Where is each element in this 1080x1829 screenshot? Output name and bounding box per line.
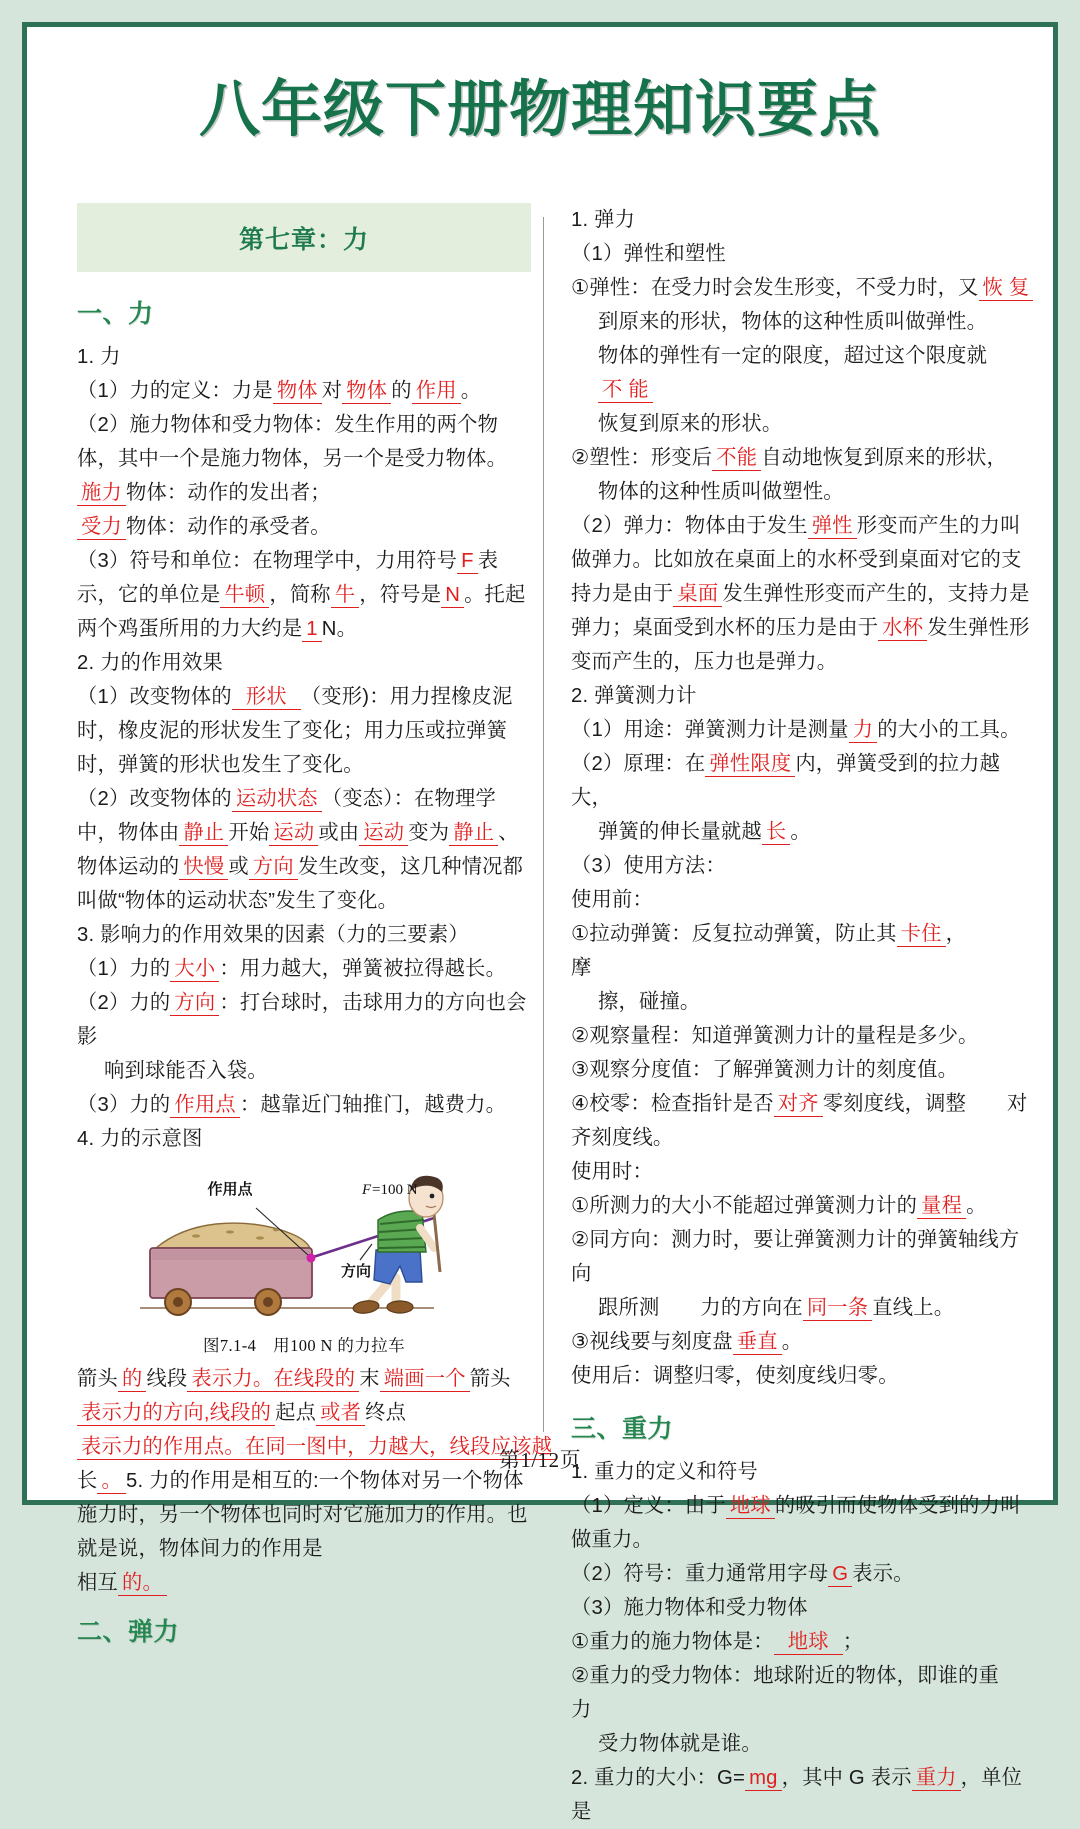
text-line: （2）符号：重力通常用字母 G 表示。 xyxy=(571,1563,914,1585)
text-line: （3）符号和单位：在物理学中，力用符号 F 表示，它的单位是 牛顿 ，简称 牛 ，符号是 N 。托起两个鸡蛋所用的力大约是 1 N。 xyxy=(77,550,526,640)
text-line: （2）弹力：物体由于发生 弹性 形变而产生的力叫做弹力。比如放在桌面上的水杯受到桌面对它的支持力是由于 桌面 发生弹性形变而产生的，支持力是弹力；桌面受到水杯的压力是由于 水杯 发生弹性形变而产生的，压力也是弹力。 xyxy=(571,515,1030,673)
answer-blank: 地球 xyxy=(726,1495,775,1519)
text-line: ②重力的受力物体：地球附近的物体，即谁的重 力 xyxy=(571,1665,1020,1721)
answer-blank: 方向 xyxy=(249,856,298,880)
text-line: 相互 的。 xyxy=(77,1566,531,1600)
page-title: 八年级下册物理知识要点 xyxy=(198,74,881,145)
answer-blank: 牛 xyxy=(331,584,359,608)
answer-blank: 力 xyxy=(849,719,877,743)
text-line: ④校零：检查指针是否 对齐 零刻度线，调整 对 xyxy=(571,1093,1028,1115)
answer-blank: 对齐 xyxy=(774,1093,823,1117)
answer-blank: 表示力。在线段的 xyxy=(187,1368,359,1392)
svg-text:F: F xyxy=(362,1182,372,1198)
text-line: （1）用途：弹簧测力计是测量 力 的大小的工具。 xyxy=(571,719,1021,741)
svg-text:作用点: 作用点 xyxy=(207,1181,253,1198)
answer-blank: 物体 xyxy=(273,380,322,404)
answer-blank: 运动状态 xyxy=(232,788,322,812)
text-line: ①所测力的大小不能超过弹簧测力计的 量程 。 xyxy=(571,1195,987,1217)
answer-blank: 量程 xyxy=(917,1195,966,1219)
text-line: ①弹性：在受力时会发生形变，不受力时，又 恢 复 xyxy=(571,271,1037,305)
answer-blank: G xyxy=(828,1563,852,1587)
text-line: 2. 力的作用效果 xyxy=(77,652,224,674)
text-line: 使用前： xyxy=(571,889,653,911)
section-heading-elastic-force: 二、弹力 xyxy=(77,1618,180,1646)
text-line: 恢复到原来的形状。 xyxy=(598,413,783,435)
answer-blank: 卡住 xyxy=(897,923,946,947)
answer-blank: 的。 xyxy=(118,1572,167,1596)
answer-blank: N xyxy=(441,584,464,608)
text-line: （1）弹性和塑性 xyxy=(571,243,726,265)
answer-blank: 同一条 xyxy=(803,1297,872,1321)
text-line: 擦，碰撞。 xyxy=(598,991,701,1013)
page-border xyxy=(22,22,1058,1823)
answer-blank: 弹性 xyxy=(808,515,857,539)
text-line: 4. 力的示意图 xyxy=(77,1128,203,1150)
text-line: 齐刻度线。 xyxy=(571,1127,674,1149)
text-line: 1. 力 xyxy=(77,346,121,368)
text-line: 2. 弹簧测力计 xyxy=(571,685,697,707)
answer-blank: 静止 xyxy=(179,822,228,846)
text-line: 物体的弹性有一定的限度，超过这个限度就不 能 xyxy=(598,345,988,401)
answer-blank: 或者 xyxy=(316,1402,365,1426)
answer-blank: 运动 xyxy=(359,822,408,846)
text-line: 到原来的形状，物体的这种性质叫做弹性。 xyxy=(598,311,988,333)
answer-blank: 不能 xyxy=(712,447,761,471)
text-line: 受力物体就是谁。 xyxy=(598,1733,762,1755)
answer-blank: 方向 xyxy=(170,992,219,1016)
text-line: 响到球能否入袋。 xyxy=(104,1060,268,1082)
text-line: 3. 影响力的作用效果的因素（力的三要素） xyxy=(77,924,469,946)
document-page xyxy=(27,27,1053,1823)
text-line: （3）施力物体和受力物体 xyxy=(571,1597,808,1619)
answer-blank: mg xyxy=(745,1767,782,1791)
answer-blank: 表示力的作用点。在同一图中，力越大，线段应该越 xyxy=(77,1436,556,1460)
text-line: （1）力的 大小 ：用力越大，弹簧被拉得越长。 xyxy=(77,958,507,980)
answer-blank: 桌面 xyxy=(673,583,722,607)
text-line: （3）使用方法： xyxy=(571,855,726,877)
text-line: ①重力的施力物体是： 地球 ； xyxy=(571,1631,864,1653)
answer-blank: 大小 xyxy=(170,958,219,982)
text-line: （2）力的 方向 ：打台球时，击球用力的方向也会影 xyxy=(77,992,527,1048)
text-line: 跟所测 力的方向在 同一条 直线上。 xyxy=(598,1297,955,1319)
text-line: ②观察量程：知道弹簧测力计的量程是多少。 xyxy=(571,1025,979,1047)
chapter-banner: 第七章：力 xyxy=(77,203,531,272)
svg-text:=100 N: =100 N xyxy=(372,1182,418,1198)
answer-blank: 静止 xyxy=(449,822,498,846)
answer-blank: 快慢 xyxy=(179,856,228,880)
text-line: 使用后：调整归零，使刻度线归零。 xyxy=(571,1365,899,1387)
text-line: 受力 物体：动作的承受者。 xyxy=(77,510,531,544)
text-line: ③视线要与刻度盘 垂直 。 xyxy=(571,1331,803,1353)
answer-blank: 表示力的方向,线段的 xyxy=(77,1402,275,1426)
section-heading-gravity: 三、重力 xyxy=(571,1415,674,1443)
answer-blank: 施力 xyxy=(77,482,126,506)
answer-blank: 重力 xyxy=(912,1767,961,1791)
answer-blank: 的 xyxy=(118,1368,146,1392)
text-line: 使用时： xyxy=(571,1161,653,1183)
answer-blank: 。 xyxy=(97,1470,125,1494)
answer-blank: 物体 xyxy=(342,380,391,404)
text-line: （3）力的 作用点 ：越靠近门轴推门，越费力。 xyxy=(77,1094,507,1116)
answer-blank: 牛顿 xyxy=(220,584,269,608)
answer-blank: 不 能 xyxy=(598,379,653,403)
text-line: 1. 弹力 xyxy=(571,209,636,231)
text-line: （1）力的定义：力是 物体 对 物体 的 作用 。 xyxy=(77,380,482,402)
answer-blank: 长 xyxy=(762,821,790,845)
text-line: （1）定义：由于 地球 的吸引而使物体受到的力叫做重力。 xyxy=(571,1495,1021,1551)
text-line: （2）原理：在 弹性限度 内，弹簧受到的拉力越大， xyxy=(571,753,1001,809)
figure-force-diagram xyxy=(77,1162,531,1356)
text-line: ③观察分度值：了解弹簧测力计的刻度值。 xyxy=(571,1059,959,1081)
text-line: 1. 重力的定义和符号 xyxy=(571,1461,758,1483)
answer-blank: 作用点 xyxy=(170,1094,239,1118)
answer-blank: 受力 xyxy=(77,516,126,540)
answer-blank: 端画一个 xyxy=(380,1368,470,1392)
text-line: ②同方向：测力时，要让弹簧测力计的弹簧轴线方向 xyxy=(571,1229,1020,1285)
text-line: 弹簧的伸长量就越 长 。 xyxy=(598,821,811,843)
answer-blank: 作用 xyxy=(412,380,461,404)
cart-pull-illustration xyxy=(134,1162,474,1330)
text-line: （1）改变物体的 形状 （变形)：用力捏橡皮泥时，橡皮泥的形状发生了变化；用力压或拉弹簧时，弹簧的形状也发生了变化。 xyxy=(77,686,513,776)
answer-blank: 水杯 xyxy=(878,617,927,641)
figure-caption: 图7.1-4 用100 N 的力拉车 xyxy=(203,1336,405,1355)
answer-blank: 弹性限度 xyxy=(705,753,795,777)
right-column xyxy=(543,203,1053,1823)
text-line: （2）改变物体的 运动状态 （变态）：在物理学中，物体由 静止 开始 运动 或由 运动 变为 静止 、物体运动的 快慢 或 方向 发生改变，这几种情况都叫做“物体的运动状态”发生了变化。 xyxy=(77,788,524,912)
page-number: 第1/12页 xyxy=(498,1448,582,1472)
answer-blank: 1 xyxy=(302,618,321,642)
answer-blank: 垂直 xyxy=(733,1331,782,1355)
text-line: ②塑性：形变后 不能 自动地恢复到原来的形状， xyxy=(571,447,1008,469)
text-line: 物体的这种性质叫做塑性。 xyxy=(598,481,844,503)
text-line: 箭头 的 线段 表示力。在线段的 末 端画一个 箭头表示力的方向,线段的 起点 或者 终点表示力的作用点。在同一图中，力越大，线段应该越长 。 5. 力的作用是相互的:一个物体对另一个物体施力时，另一个物体也同时对它施加力的作用。也就是说，物体间力的作用是 xyxy=(77,1362,531,1566)
figure-canvas xyxy=(134,1162,474,1330)
svg-text:方向: 方向 xyxy=(340,1263,372,1280)
text-line: 2. 重力的大小：G= mg ，其中 G 表示 重力 ，单位是 xyxy=(571,1767,1023,1823)
answer-blank: 运动 xyxy=(269,822,318,846)
answer-blank: 形状 xyxy=(232,686,301,710)
text-line: ①拉动弹簧：反复拉动弹簧，防止其 卡住 ， 摩 xyxy=(571,923,1018,979)
text-line: （2）施力物体和受力物体：发生作用的两个物体，其中一个是施力物体，另一个是受力物体。 xyxy=(77,414,508,470)
answer-blank: F xyxy=(457,550,478,574)
section-heading-force: 一、力 xyxy=(77,300,154,328)
text-line: 施力 物体：动作的发出者； xyxy=(77,476,531,510)
answer-blank: 地球 xyxy=(774,1631,843,1655)
answer-blank: 恢 复 xyxy=(979,277,1034,301)
